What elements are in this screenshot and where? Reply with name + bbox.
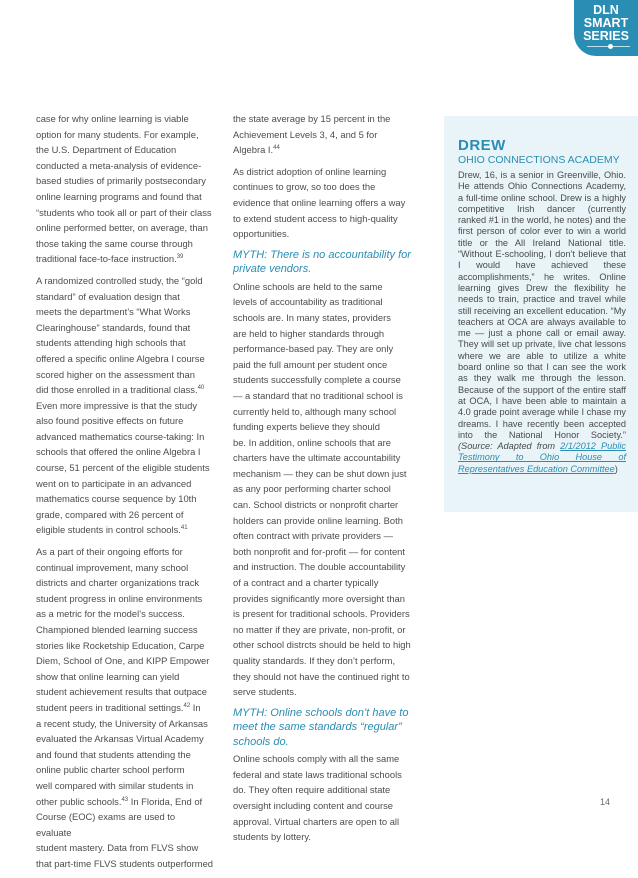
profile-body xyxy=(458,170,626,475)
text-run: In Florida, End of xyxy=(128,795,203,807)
source-suffix: ) xyxy=(614,463,618,474)
myth-heading-standards xyxy=(233,706,411,750)
text-line: that part-time FLVS students outperformed xyxy=(36,857,213,869)
text-line: continues to grow, so too does the xyxy=(233,181,376,193)
text-line: online performed better, on average, than xyxy=(36,222,208,234)
paragraph xyxy=(233,751,411,845)
text-line: schools do. xyxy=(233,735,289,748)
text-line: can. School districts or nonprofit charter xyxy=(233,499,399,511)
text-line: districts and charter organizations track xyxy=(36,577,200,589)
paragraph xyxy=(36,544,213,871)
text-line: quality standards. If they don’t perform, xyxy=(233,655,396,666)
text-line: Online schools comply with all the same xyxy=(233,753,400,765)
text-line: as a metric for the model’s success. xyxy=(36,608,185,620)
text-line: eligible students in control schools. xyxy=(36,524,181,536)
badge-dot-icon xyxy=(608,44,613,49)
text-line: they should not have the continued right to xyxy=(233,670,410,682)
text-line: “students who took all or part of their class xyxy=(36,206,212,218)
badge-line-2: SMART xyxy=(583,16,629,30)
text-line: other school distrcts should be held to high xyxy=(233,639,411,651)
footnote-ref: 40 xyxy=(197,384,205,391)
text-line: those taking the same course through xyxy=(36,237,193,249)
text-line: a recent study, the University of Arkansas xyxy=(36,717,208,729)
text-line: As a part of their ongoing efforts for xyxy=(36,546,183,558)
text-line: mathematics course sequence by 10th xyxy=(36,493,197,505)
paragraph xyxy=(233,279,411,700)
student-profile-sidebar xyxy=(444,116,638,512)
text-line: mechanism — they can be shut down just xyxy=(233,467,407,479)
text-column-left xyxy=(36,111,213,878)
text-line: holders can provide online learning. Both xyxy=(233,514,403,526)
text-line: show that online learning can yield xyxy=(36,670,180,682)
text-line: students by lottery. xyxy=(233,831,311,843)
text-line: — a standard that no traditional school is xyxy=(233,389,403,401)
source-prefix: (Source: Adapted from xyxy=(458,441,561,452)
text-line: offered a specific online Algebra I course xyxy=(36,352,205,364)
text-line: Championed blended learning success xyxy=(36,624,198,635)
text-line: oversight including content and course xyxy=(233,800,393,812)
text-line: continual improvement, many school xyxy=(36,561,189,573)
text-line: private vendors. xyxy=(233,263,312,276)
text-line: schools are. In many states, providers xyxy=(233,311,391,323)
text-line: advanced mathematics course-taking: In xyxy=(36,430,205,442)
paragraph xyxy=(233,164,411,242)
text-line: well compared with similar students in xyxy=(36,779,194,791)
paragraph xyxy=(36,111,213,267)
text-line: often contract with private providers — xyxy=(233,530,393,542)
text-line: MYTH: Online schools don’t have to xyxy=(233,706,409,719)
text-line: do. They often require additional state xyxy=(233,784,391,796)
text-line: both nonprofit and for-profit — for content xyxy=(233,545,405,557)
text-line: Algebra I. xyxy=(233,144,274,156)
profile-text: Drew, 16, is a senior in Greenville, Ohio. He attends Ohio Connections Academy, a full-time online school. Drew is a highly competitive Irish dancer (currently ranked #1 in the world, he notes) and the first person of color ever to win a world title or the All Ireland National title. “Without E-schooling, I don’t believe that I would have achieved these accomplishments,” he writes. Online learning gives Drew the flexibility he needs to train, practice and travel while still receiving an excellent education. “My teachers at OCA are always available to me — just a phone call or email away. They will set up private, live chat lessons where we are able to utilize a white board online so that I can see the work as they walk me through the lesson. Because of the support of the entire staff at OCA, I have been able to maintain a 4.0 grade point average while I chase my dreams. I have recently been accepted into the National Honor Society.” xyxy=(458,170,626,440)
text-line: to extend student access to high-quality xyxy=(233,212,398,224)
text-line: schools that offered the online Algebra I xyxy=(36,446,201,458)
text-line: provides significantly more oversight than xyxy=(233,592,405,604)
text-column-middle xyxy=(233,111,411,851)
text-line: students successfully complete a course xyxy=(233,374,401,386)
text-line: evidence that online learning offers a way xyxy=(233,196,406,208)
text-line: option for many students. For example, xyxy=(36,128,199,140)
footnote-ref: 39 xyxy=(176,254,184,261)
text-line: student peers in traditional settings. xyxy=(36,701,184,713)
paragraph xyxy=(36,273,213,398)
text-line: standard” of evaluation design that xyxy=(36,290,180,302)
text-line: online learning programs and found that xyxy=(36,190,202,202)
text-line: Diem, School of One, and KIPP Empower xyxy=(36,655,210,667)
dln-smart-series-badge xyxy=(574,0,638,56)
text-line: online public charter school perform xyxy=(36,764,185,776)
text-line: the U.S. Department of Education xyxy=(36,144,177,156)
text-line: no matter if they are private, non-profit, or xyxy=(233,623,406,635)
profile-name: DREW xyxy=(458,137,506,154)
text-line: as any poor performing charter school xyxy=(233,483,391,495)
text-line: course, 51 percent of the eligible students xyxy=(36,462,210,474)
text-line: federal and state laws traditional schools xyxy=(233,768,402,780)
text-line: MYTH: There is no accountability for xyxy=(233,248,411,261)
paragraph xyxy=(36,398,213,538)
text-line: approval. Virtual charters are open to all xyxy=(233,815,400,827)
text-line: paid the full amount per student once xyxy=(233,358,388,370)
text-line: As district adoption of online learning xyxy=(233,165,387,177)
text-line: Online schools are held to the same xyxy=(233,280,383,292)
footnote-ref: 41 xyxy=(180,525,188,532)
badge-line-1: DLN xyxy=(593,3,619,17)
text-line: went on to participate in an advanced xyxy=(36,477,192,489)
text-line: Achievement Levels 3, 4, and 5 for xyxy=(233,128,378,140)
profile-school: OHIO CONNECTIONS ACADEMY xyxy=(458,154,620,166)
text-line: A randomized controlled study, the “gold xyxy=(36,274,203,286)
text-line: and found that students attending the xyxy=(36,748,191,760)
text-line: levels of accountability as traditional xyxy=(233,296,383,308)
footnote-ref: 44 xyxy=(273,145,280,152)
text-line: student mastery. Data from FLVS show xyxy=(36,842,199,854)
text-line: opportunities. xyxy=(233,228,290,240)
text-line: meet the same standards “regular” xyxy=(233,721,402,734)
source-link[interactable]: 2/1/2012 Public Testimony to Ohio House of Representatives Education Committee xyxy=(458,441,626,474)
badge-line-3: SERIES xyxy=(583,29,629,43)
text-line: of a contract and a charter typically xyxy=(233,577,379,589)
text-line: the state average by 15 percent in the xyxy=(233,113,391,124)
text-line: be. In addition, online schools that are xyxy=(233,436,391,448)
text-line: are held to higher standards through xyxy=(233,327,385,339)
text-line: funding experts believe they should xyxy=(233,421,380,433)
text-line: is present for traditional schools. Providers xyxy=(233,608,410,620)
text-line: student achievement results that outpace xyxy=(36,686,207,698)
text-line: case for why online learning is viable xyxy=(36,113,189,124)
text-line: based studies of primarily postsecondary xyxy=(36,175,206,187)
text-line: traditional face-to-face instruction. xyxy=(36,253,177,265)
text-line: evaluated the Arkansas Virtual Academy xyxy=(36,733,204,745)
text-run: In xyxy=(190,701,201,713)
text-line: conducted a meta-analysis of evidence- xyxy=(36,159,202,171)
text-line: stories like Rocketship Education, Carpe xyxy=(36,639,205,651)
page-number: 14 xyxy=(600,797,611,807)
footnote-ref: 43 xyxy=(121,796,129,803)
text-line: students attending high schools that xyxy=(36,337,186,349)
text-line: serve students. xyxy=(233,686,297,698)
text-line: grade, compared with 26 percent of xyxy=(36,508,184,520)
text-line: also found positive effects on future xyxy=(36,415,184,427)
text-line: performance-based pay. They are only xyxy=(233,343,394,355)
footnote-ref: 42 xyxy=(183,702,191,709)
text-line: meets the department’s “What Works xyxy=(36,306,191,318)
text-line: student progress in online environments xyxy=(36,592,203,604)
text-line: Course (EOC) exams are used to evaluate xyxy=(36,811,176,838)
text-line: Even more impressive is that the study xyxy=(36,399,198,411)
myth-heading-accountability xyxy=(233,248,411,277)
text-line: Clearinghouse” standards, found that xyxy=(36,321,191,333)
text-line: scored higher on the assessment than xyxy=(36,368,195,380)
paragraph xyxy=(233,111,411,158)
text-line: charters have the ultimate accountability xyxy=(233,452,401,464)
text-line: did those enrolled in a traditional class. xyxy=(36,384,198,396)
text-line: and instruction. The double accountability xyxy=(233,561,406,573)
text-line: currently held to, although many school xyxy=(233,405,397,417)
text-line: other public schools. xyxy=(36,795,122,807)
